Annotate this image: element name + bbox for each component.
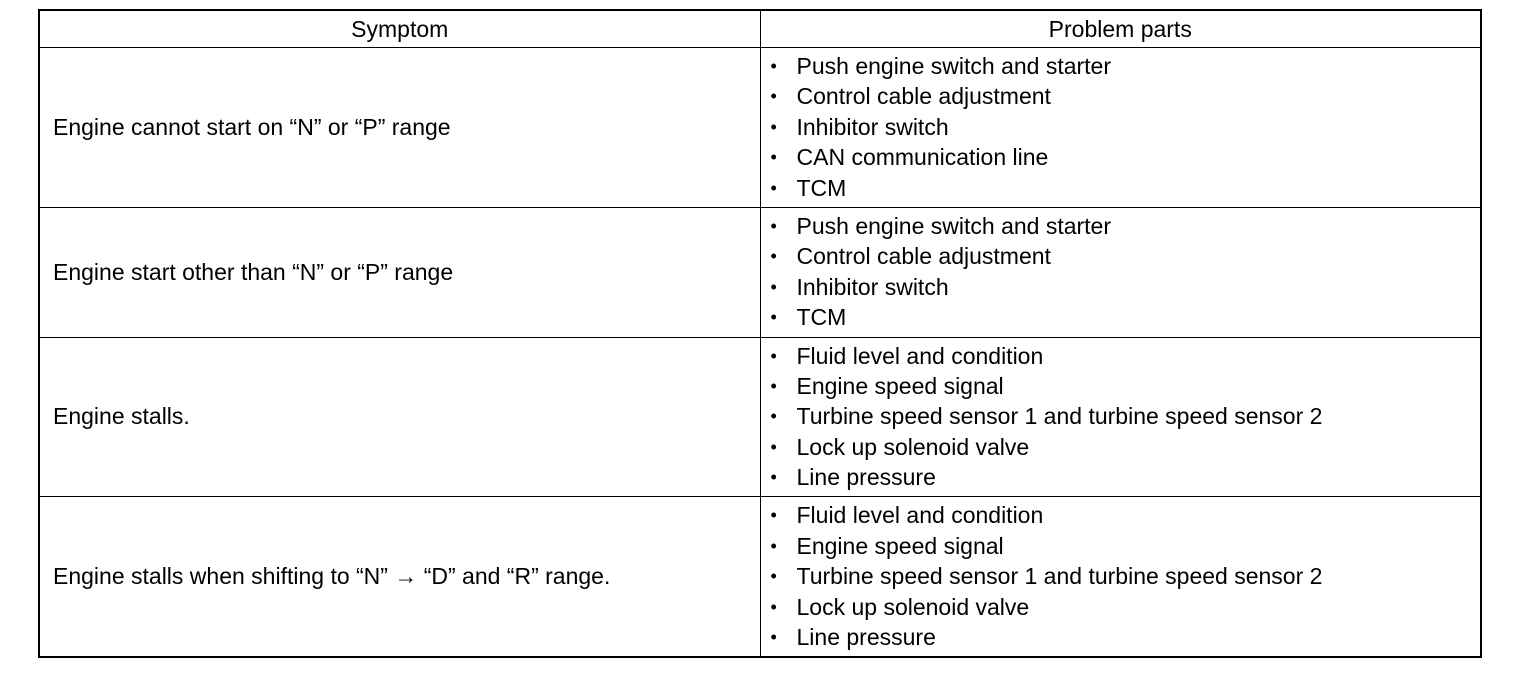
bullet-icon: • — [770, 436, 777, 457]
table-header-row — [39, 10, 1481, 48]
symptom-cell: Engine stalls. — [39, 337, 760, 497]
bullet-icon: • — [770, 535, 777, 556]
bullet-icon: • — [770, 596, 777, 617]
list-item: • Lock up solenoid valve — [771, 592, 1481, 622]
bullet-icon: • — [770, 56, 777, 76]
bullet-icon: • — [770, 116, 777, 137]
bullet-icon: • — [770, 467, 777, 488]
problem-parts-cell — [760, 207, 1481, 337]
table-row — [39, 48, 1481, 208]
parts-list — [761, 48, 1481, 207]
bullet-icon: • — [770, 505, 777, 526]
list-item: • Control cable adjustment — [771, 81, 1481, 111]
list-item: • Line pressure — [771, 622, 1481, 652]
bullet-icon: • — [770, 345, 777, 366]
table-row — [39, 337, 1481, 497]
bullet-icon: • — [770, 307, 777, 328]
list-item: • Engine speed signal — [771, 531, 1481, 561]
list-item: • Engine speed signal — [771, 371, 1481, 401]
list-item: • Turbine speed sensor 1 and turbine speed sensor 2 — [771, 401, 1481, 431]
parts-list — [761, 497, 1481, 656]
list-item: • Lock up solenoid valve — [771, 432, 1481, 462]
list-item: • Push engine switch and starter — [771, 51, 1481, 81]
parts-list — [761, 208, 1481, 337]
symptom-table — [38, 9, 1482, 658]
list-item: • TCM — [771, 302, 1481, 332]
symptom-cell: Engine cannot start on “N” or “P” range — [39, 48, 760, 208]
problem-parts-cell — [760, 497, 1481, 657]
bullet-icon: • — [770, 627, 777, 648]
bullet-icon: • — [770, 177, 777, 198]
list-item: • Push engine switch and starter — [771, 211, 1481, 241]
list-item: • Control cable adjustment — [771, 241, 1481, 271]
list-item: • Fluid level and condition — [771, 500, 1481, 530]
bullet-icon: • — [770, 147, 777, 168]
bullet-icon: • — [770, 375, 777, 396]
table-row — [39, 207, 1481, 337]
parts-list — [761, 338, 1481, 497]
bullet-icon: • — [770, 215, 777, 236]
bullet-icon: • — [770, 566, 777, 587]
bullet-icon: • — [770, 406, 777, 427]
list-item: • Inhibitor switch — [771, 112, 1481, 142]
header-symptom: Symptom — [39, 10, 760, 48]
problem-parts-cell — [760, 48, 1481, 208]
header-problem-parts: Problem parts — [760, 10, 1481, 48]
symptom-cell: Engine stalls when shifting to “N” → “D” and “R” range. — [39, 497, 760, 657]
list-item: • Turbine speed sensor 1 and turbine speed sensor 2 — [771, 561, 1481, 591]
symptom-cell: Engine start other than “N” or “P” range — [39, 207, 760, 337]
problem-parts-cell — [760, 337, 1481, 497]
bullet-icon: • — [770, 276, 777, 297]
list-item: • Inhibitor switch — [771, 272, 1481, 302]
bullet-icon: • — [770, 246, 777, 267]
list-item: • Fluid level and condition — [771, 341, 1481, 371]
list-item: • Line pressure — [771, 462, 1481, 492]
list-item: • CAN communication line — [771, 142, 1481, 172]
bullet-icon: • — [770, 86, 777, 107]
table-row — [39, 497, 1481, 657]
list-item: • TCM — [771, 173, 1481, 203]
